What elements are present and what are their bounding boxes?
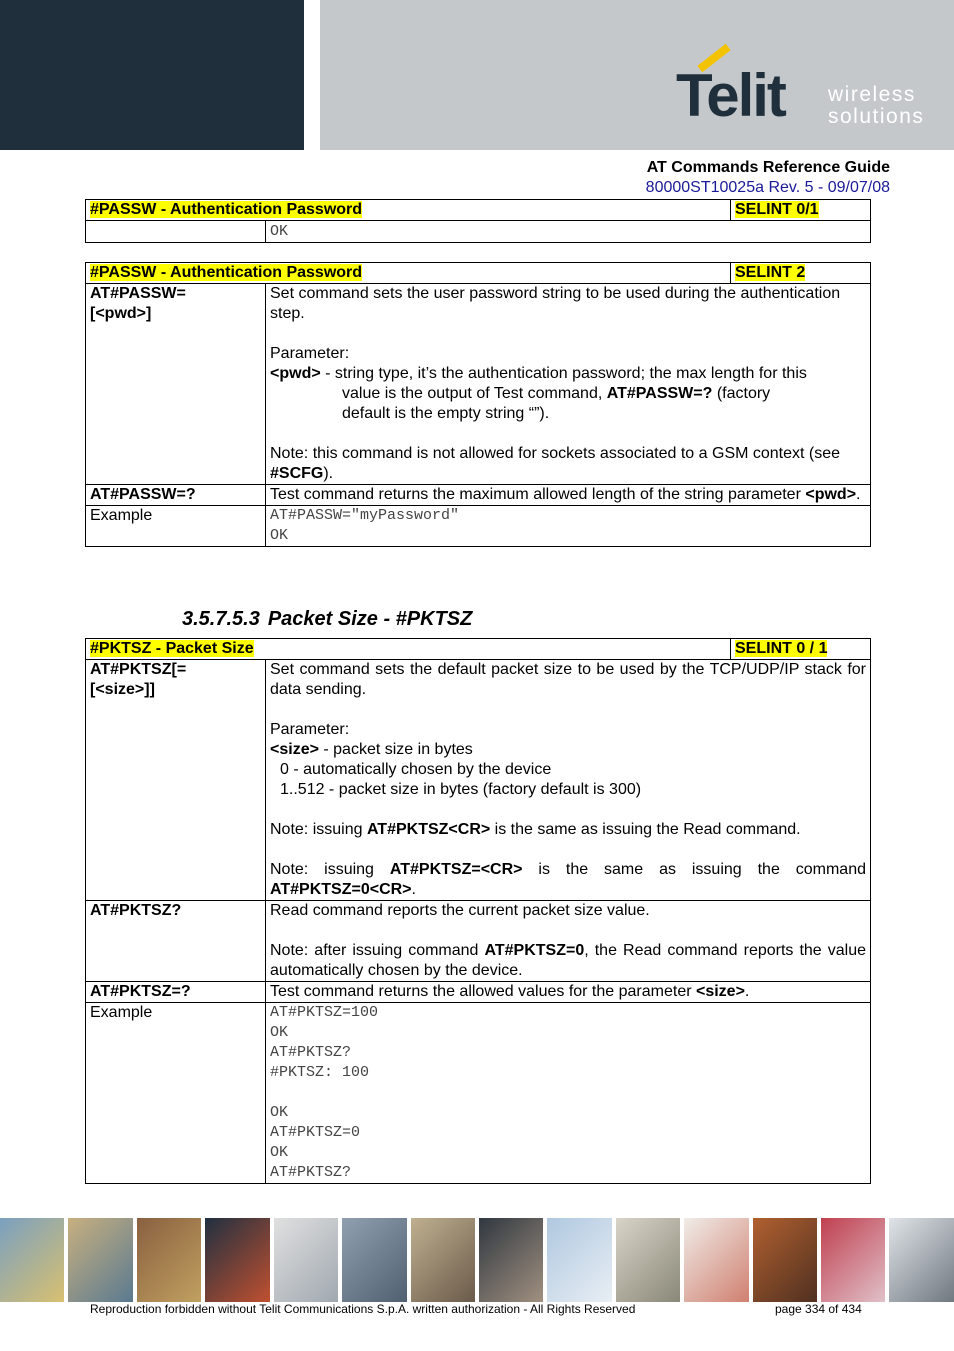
read-equivalence-note: Note: issuing AT#PKTSZ<CR> is the same as issuing the Read command. xyxy=(270,821,801,838)
footer-photo xyxy=(479,1218,543,1302)
table-row xyxy=(86,660,871,901)
command-cell xyxy=(86,221,266,243)
example-line: AT#PKTSZ=100 xyxy=(270,1004,379,1021)
example-line: AT#PKTSZ? xyxy=(270,1044,352,1061)
footer-photo xyxy=(205,1218,269,1302)
set-command-line-2: [<pwd>] xyxy=(90,305,152,322)
pwd-parameter-default: default is the empty string “”). xyxy=(342,405,550,422)
command-cell xyxy=(86,284,266,485)
description-cell xyxy=(266,660,871,901)
set-command-line-2: [<size>]] xyxy=(90,681,155,698)
passw-table-selint01 xyxy=(85,199,871,243)
table-header-row xyxy=(86,263,871,284)
logo-tagline-1: wireless xyxy=(828,83,916,106)
footer-photo xyxy=(274,1218,338,1302)
footer-photo xyxy=(684,1218,748,1302)
response-ok: OK xyxy=(270,223,289,240)
selint-badge: SELINT 2 xyxy=(735,264,806,281)
footer-photo xyxy=(68,1218,132,1302)
footer-photo xyxy=(821,1218,885,1302)
size-option: 1..512 - packet size in bytes (factory default is 300) xyxy=(280,781,642,798)
selint-cell xyxy=(731,263,871,284)
section-title: Packet Size - #PKTSZ xyxy=(267,608,473,630)
footer-copyright: Reproduction forbidden without Telit Communications S.p.A. written authorization - All Rights Reserved xyxy=(90,1302,636,1316)
table-row xyxy=(86,221,871,243)
footer-photo xyxy=(616,1218,680,1302)
table-title: #PASSW - Authentication Password xyxy=(90,264,363,281)
logo-tagline xyxy=(828,84,924,128)
table-title: #PASSW - Authentication Password xyxy=(90,201,363,218)
example-line: #PKTSZ: 100 xyxy=(270,1064,370,1081)
selint-badge: SELINT 0 / 1 xyxy=(735,640,828,657)
command-cell: AT#PKTSZ? xyxy=(86,901,266,982)
scfg-note: Note: this command is not allowed for sockets associated to a GSM context (see #SCFG). xyxy=(270,445,841,482)
pwd-parameter: <pwd> - string type, it’s the authentication password; the max length for this xyxy=(270,365,807,382)
passw-table-selint2 xyxy=(85,262,871,547)
logo-word: Telit xyxy=(676,62,785,129)
table-header-row xyxy=(86,200,871,221)
set-command-line-1: AT#PASSW= xyxy=(90,285,186,302)
section-number: 3.5.7.5.3 xyxy=(182,608,260,630)
example-label: Example xyxy=(86,506,266,547)
size-option: 0 - automatically chosen by the device xyxy=(280,761,552,778)
command-cell xyxy=(86,660,266,901)
table-title-cell xyxy=(86,639,731,660)
command-cell: AT#PKTSZ=? xyxy=(86,982,266,1003)
footer-photo-strip xyxy=(0,1218,954,1302)
example-line: OK xyxy=(270,1144,289,1161)
footer-photo xyxy=(547,1218,611,1302)
footer-photo xyxy=(753,1218,817,1302)
section-heading xyxy=(182,608,472,631)
parameter-label: Parameter: xyxy=(270,721,350,738)
description-cell xyxy=(266,284,871,485)
table-title-cell xyxy=(86,200,731,221)
default-equivalence-note: Note: issuing AT#PKTSZ=<CR> is the same as issuing the command AT#PKTSZ=0<CR>. xyxy=(270,861,867,898)
example-label: Example xyxy=(86,1003,266,1184)
size-parameter: <size> - packet size in bytes xyxy=(270,741,473,758)
set-description: Set command sets the user password string to be used during the authentication step. xyxy=(270,285,841,322)
selint-badge: SELINT 0/1 xyxy=(735,201,819,218)
set-command-line-1: AT#PKTSZ[= xyxy=(90,661,187,678)
example-line: OK xyxy=(270,1024,289,1041)
description-cell: Test command returns the allowed values for the parameter <size>. xyxy=(266,982,871,1003)
footer-photo xyxy=(342,1218,406,1302)
footer-page-number: page 334 of 434 xyxy=(775,1302,862,1316)
read-description: Read command reports the current packet size value. xyxy=(270,902,650,919)
example-line: AT#PASSW="myPassword" xyxy=(270,507,460,524)
footer-photo xyxy=(0,1218,64,1302)
guide-doc-number: 80000ST10025a Rev. 5 - 09/07/08 xyxy=(645,179,890,196)
selint-cell xyxy=(731,639,871,660)
read-note: Note: after issuing command AT#PKTSZ=0, the Read command reports the value automatically chosen by the device. xyxy=(270,942,866,979)
description-cell: Test command returns the maximum allowed length of the string parameter <pwd>. xyxy=(266,485,871,506)
footer-photo xyxy=(889,1218,953,1302)
table-row xyxy=(86,982,871,1003)
telit-logo xyxy=(676,48,936,134)
parameter-label: Parameter: xyxy=(270,345,350,362)
example-line: OK xyxy=(270,527,289,544)
example-line: AT#PKTSZ? xyxy=(270,1164,352,1181)
pwd-parameter-cont: value is the output of Test command, AT#PASSW=? (factory xyxy=(342,385,771,402)
logo-tagline-2: solutions xyxy=(828,105,925,128)
table-row xyxy=(86,901,871,982)
example-line: AT#PKTSZ=0 xyxy=(270,1124,361,1141)
table-title-cell xyxy=(86,263,731,284)
selint-cell xyxy=(731,200,871,221)
description-cell xyxy=(266,221,871,243)
footer-photo xyxy=(411,1218,475,1302)
command-cell: AT#PASSW=? xyxy=(86,485,266,506)
table-header-row xyxy=(86,639,871,660)
header-dark-band xyxy=(0,0,304,150)
pktsz-table xyxy=(85,638,871,1184)
table-row xyxy=(86,506,871,547)
table-title: #PKTSZ - Packet Size xyxy=(90,640,254,657)
example-cell xyxy=(266,1003,871,1184)
example-cell xyxy=(266,506,871,547)
table-row xyxy=(86,284,871,485)
set-description: Set command sets the default packet size to be used by the TCP/UDP/IP stack for data sending. xyxy=(270,661,866,698)
guide-title: AT Commands Reference Guide xyxy=(646,159,890,176)
table-row xyxy=(86,1003,871,1184)
example-line: OK xyxy=(270,1104,289,1121)
description-cell xyxy=(266,901,871,982)
table-row xyxy=(86,485,871,506)
footer-photo xyxy=(137,1218,201,1302)
